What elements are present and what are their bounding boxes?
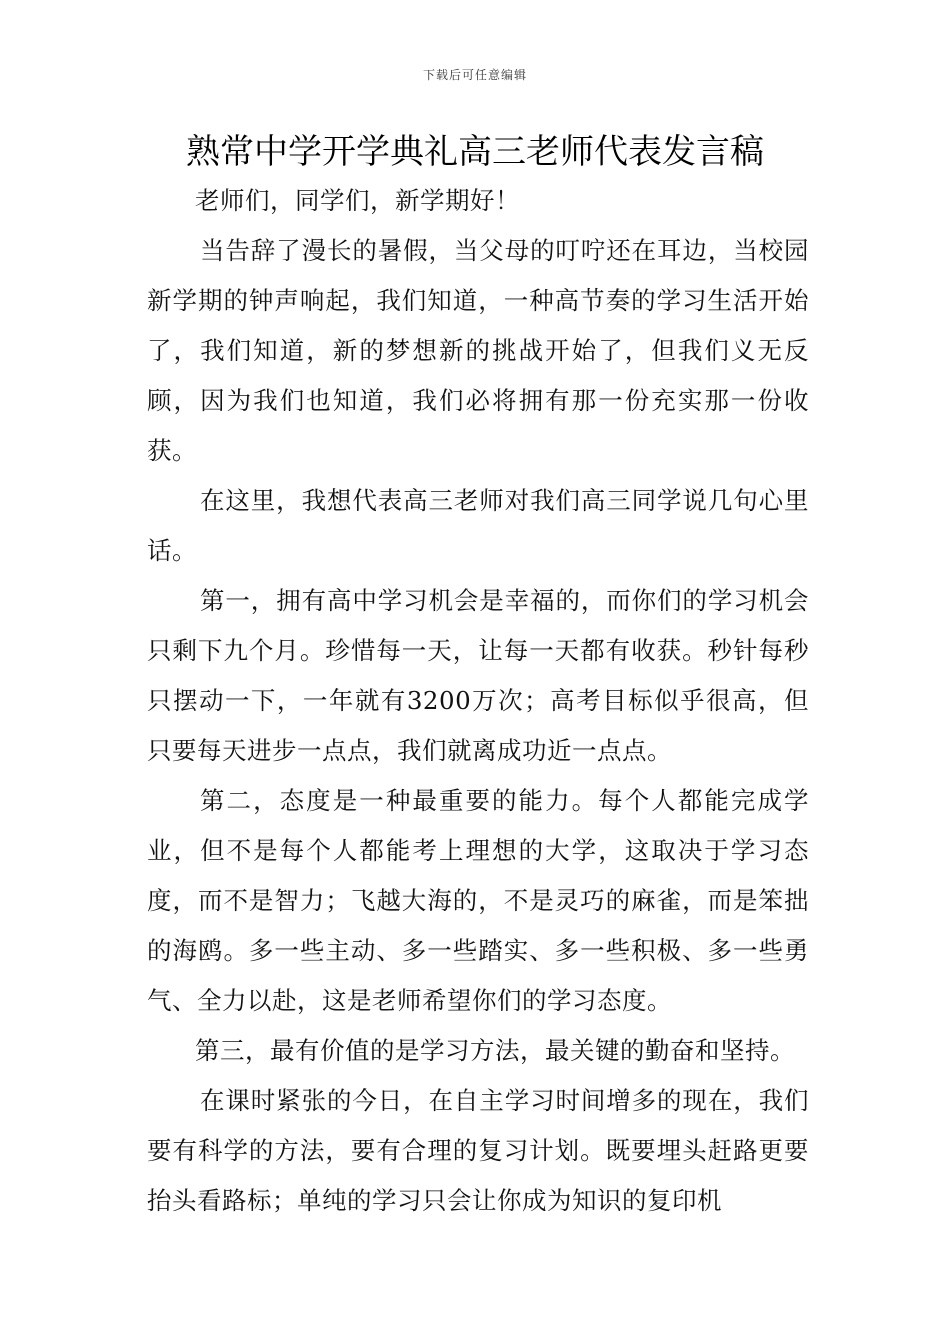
paragraph-1: 当告辞了漫长的暑假，当父母的叮咛还在耳边，当校园新学期的钟声响起，我们知道，一种高节奏的学习生活开始了，我们知道，新的梦想新的挑战开始了，但我们义无反顾，因为我们也知道，我们必将拥有那一份充实那一份收获。 — [147, 236, 809, 465]
paragraph-3: 第一，拥有高中学习机会是幸福的，而你们的学习机会只剩下九个月。珍惜每一天，让每一天都有收获。秒针每秒只摆动一下，一年就有3200万次；高考目标似乎很高，但只要每天进步一点点，我们就离成功近一点点。 — [147, 586, 809, 765]
header-note: 下载后可任意编辑 — [422, 68, 527, 82]
paragraph-2: 在这里，我想代表高三老师对我们高三同学说几句心里话。 — [147, 486, 809, 565]
paragraph-4: 第二，态度是一种最重要的能力。每个人都能完成学业，但不是每个人都能考上理想的大学，这取决于学习态度，而不是智力；飞越大海的，不是灵巧的麻雀，而是笨拙的海鸥。多一些主动、多一些踏实、多一些积极、多一些勇气、全力以赴，这是老师希望你们的学习态度。 — [147, 786, 809, 1015]
greeting-paragraph: 老师们，同学们，新学期好！ — [195, 186, 520, 215]
document-body — [147, 176, 809, 1226]
paragraph-5: 在课时紧张的今日，在自主学习时间增多的现在，我们要有科学的方法，要有合理的复习计划。既要埋头赶路更要抬头看路标；单纯的学习只会让你成为知识的复印机 — [147, 1086, 809, 1215]
point-three-heading: 第三，最有价值的是学习方法，最关键的勤奋和坚持。 — [195, 1036, 795, 1065]
document-title: 熟常中学开学典礼高三老师代表发言稿 — [186, 132, 764, 172]
